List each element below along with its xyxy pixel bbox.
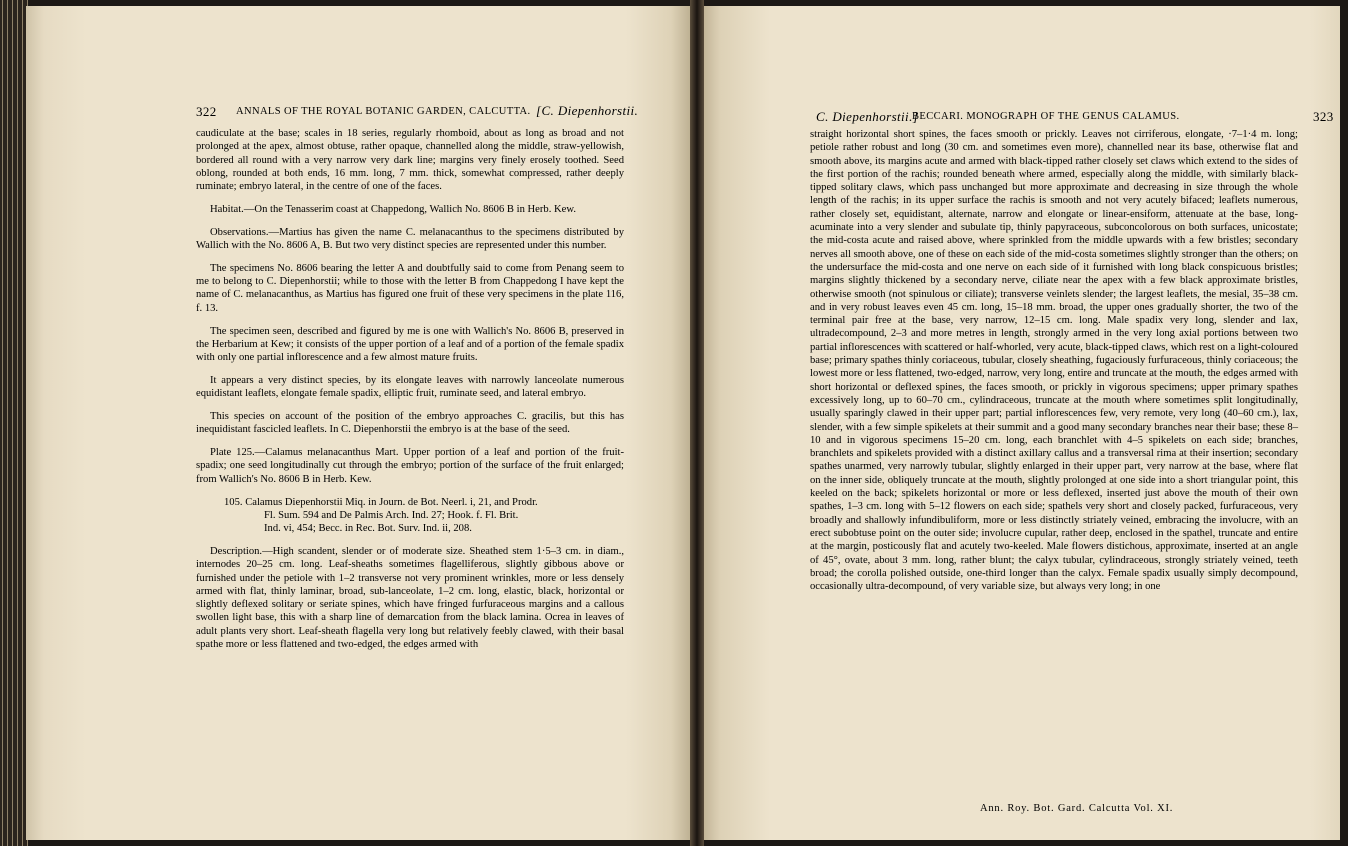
paragraph: This species on account of the position of the embryo approaches C. gracilis, but this has inequidistant fascicled leaflets. In C. Diepenhorstii the embryo is at the base of the seed. [196, 411, 624, 436]
book-gutter [690, 0, 704, 846]
citation-line: Fl. Sum. 594 and De Palmis Arch. Ind. 27; Hook. f. Fl. Brit. [264, 509, 519, 521]
paragraph-plate: Plate 125.—Calamus melanacanthus Mart. Upper portion of a leaf and portion of the fruit-spadix; one seed longitudinally cut through the embryo; portion of the surface of the fruit enlarged; from Wallich's No. 8606 B in Herb. Kew. [196, 447, 624, 485]
left-species-header: [C. Diepenhorstii. [536, 103, 639, 118]
paragraph: The specimen seen, described and figured by me is one with Wallich's No. 8606 B, preserved in the Herbarium at Kew; it consists of the upper portion of a leaf and of a portion of the female spadix with only one partial inflorescence and a few almost mature fruits. [196, 325, 624, 364]
paragraph-observations: Observations.—Martius has given the name C. melanacanthus to the specimens distributed by Wallich with the No. 8606 A, B. But two very distinct species are represented under this number. [196, 226, 624, 252]
citation-line: 105. Calamus Diepenhorstii Miq. in Journ. de Bot. Neerl. i, 21, and Prodr. [224, 496, 538, 508]
book-edge [0, 0, 28, 846]
left-text-column [196, 127, 624, 661]
paragraph: It appears a very distinct species, by its elongate leaves with narrowly lanceolate numerous equidistant leaflets, elongate female spadix, elliptic fruit, ruminate seed, and lateral embryo. [196, 374, 624, 400]
right-text-column [810, 128, 1298, 603]
right-running-title: BECCARI. MONOGRAPH OF THE GENUS CALAMUS. [912, 111, 1180, 122]
citation-line: Ind. vi, 454; Becc. in Rec. Bot. Surv. Ind. ii, 208. [264, 523, 472, 535]
right-species-header: C. Diepenhorstii.] [816, 109, 919, 124]
page-footer: Ann. Roy. Bot. Gard. Calcutta Vol. XI. [980, 803, 1174, 814]
paragraph-habitat: Habitat.—On the Tenasserim coast at Chappedong, Wallich No. 8606 B in Herb. Kew. [210, 203, 576, 215]
paragraph: The specimens No. 8606 bearing the letter A and doubtfully said to come from Penang seem to me to belong to C. Diepenhorstii; while to those with the letter B from Chappedong I have kept the name of C. melanacanthus, as Martius has figured one fruit of these very specimens in the plate 116, f. 13. [196, 262, 624, 314]
paragraph: straight horizontal short spines, the faces smooth or prickly. Leaves not cirriferous, elongate, ·7–1·4 m. long; petiole rather robust and long (30 cm. and sometimes even more), channelled near its base, otherwise flat and smooth above, its margins acute and armed with black-tipped rather closely set claws which extend to the sides of the first portion of the rachis; rounded beneath where armed, especially along the middle, with similarly black-tipped solitary claws, which pass unchanged but more approximate and decreasing in size through the whole length of the rachis; in its upper surface the rachis is smooth and not very acutely bifaced; leaflets numerous, rather closely set, equidistant, alternate, narrow and elongate or linear-ensiform, attenuate at the base, long-acuminate into a very slender and subulate tip, thinly papyraceous, subconcolorous on both surfaces, unicostate; the mid-costa acute and raised above, where sprinkled from the middle upwards with a few bristles; secondary nerves all smooth above, one of these on each side of the mid-costa sometimes slightly stronger than the others; on the undersurface the mid-costa and one nerve on each side of it furnished with long black conspicuous bristles; margins slightly thickened by a secondary nerve, ciliate near the apex with a few black approximate bristles, otherwise smooth (not spinulous or ciliate); transverse veinlets slender; the largest leaflets, the mesial, 35–38 cm. and in very robust leaves even 45 cm. long, 15–18 mm. broad, the upper ones gradually shorter, the two of the terminal pair free at the base, very narrow, 12–15 cm. long. Male spadix very long, slender and lax, ultradecompound, 2–3 and more metres in length, strongly armed in the very long axial portions between two partial inflorescences with scattered or half-whorled, very acute, black-tipped claws, which rest on a light-coloured base; primary spathes thinly coriaceous, tubular, closely sheathing, fugaciously furfuraceous, thinly coriaceous; the lowest more or less flattened, two-edged, narrow, very long, entire and truncate at the mouth, the edges armed with short horizontal or deflexed spines, the faces smooth, or prickly in vigorous specimens; upper primary spathes excessively long, up to 60–70 cm., cylindraceous, truncate at the mouth where sometimes split longitudinally, usually sparingly clawed in their upper part; partial inflorescences few, very remote, very long (40–60 cm.), lax, slender, with a few simple spikelets at their summit and a good many secondary branches near their base; these 8–10 and in vigorous specimens 15–20 cm. long, each branchlet with 4–5 spikelets on each side; branches, branchlets and spikelets provided with a distinct axillary callus and a transversal rima at their insertion; secondary spathes unarmed, very narrowly tubular, slightly enlarged in their upper part, very narrow at the base, where flat on the inner side, obliquely truncate at the mouth, slightly prolonged at one side into a short triangular point, this keeled on the back; spikelets horizontal or more or less deflexed, inserted just above the mouth of their own spathes, 1–3 cm. long with 5–12 flowers on each side; spathels very short and closely packed, furfuraceous, very broadly and shallowly infundibuliform, more or less distinctly striately veined, embracing the involucre, with an erect subobtuse point on the outer side; involucre cupular, rather deep, enclosed in the spathel, truncate and entire at the margin, posticously flat and acutely two-keeled. Male flowers distichous, approximate, inserted at an angle of 45°, ovate, about 3 mm. long, rather blunt; the calyx tubular, cylindraceous, strongly striately veined, teeth broad; the corolla polished outside, one-third longer than the calyx. Female spadix usually simply decompound, occasionally ultra-decompound, of very variable size, but always very long; in one [810, 129, 1298, 593]
species-citation [196, 496, 624, 536]
right-page-number: 323 [1313, 109, 1334, 124]
paragraph: caudiculate at the base; scales in 18 series, regularly rhomboid, about as long as broad and not prolonged at the apex, almost obtuse, rather opaque, channelled along the middle, straw-yellowish, bordered all round with a very narrow very dark line; margins very finely erosely toothed. Seed oblong, rounded at both ends, 16 mm. long, 7 mm. thick, somewhat compressed, rather deeply ruminate; embryo lateral, in the centre of one of the faces. [196, 128, 624, 193]
left-running-title: ANNALS OF THE ROYAL BOTANIC GARDEN, CALCUTTA. [236, 106, 531, 117]
paragraph-description: Description.—High scandent, slender or of moderate size. Sheathed stem 1·5–3 cm. in diam., internodes 20–25 cm. long. Leaf-sheaths sometimes flagelliferous, slightly gibbous above or furnished under the petiole with 1–2 transverse not very prominent wrinkles, more or less densely armed with flat, thinly laminar, broad, sub-lanceolate, 1–2 cm. long, elastic, black, horizontal or slightly deflexed solitary or seriate spines, which have fringed furfuraceous margins and a callous swollen light base, this with a sharp line of demarcation from the black lamina. Ocrea in leaves of adult plants very short. Leaf-sheath flagella very long but relatively feebly clawed, with their basal spathe more or less flattened and two-edged, the edges armed with [196, 545, 624, 650]
left-page-number: 322 [196, 104, 217, 119]
